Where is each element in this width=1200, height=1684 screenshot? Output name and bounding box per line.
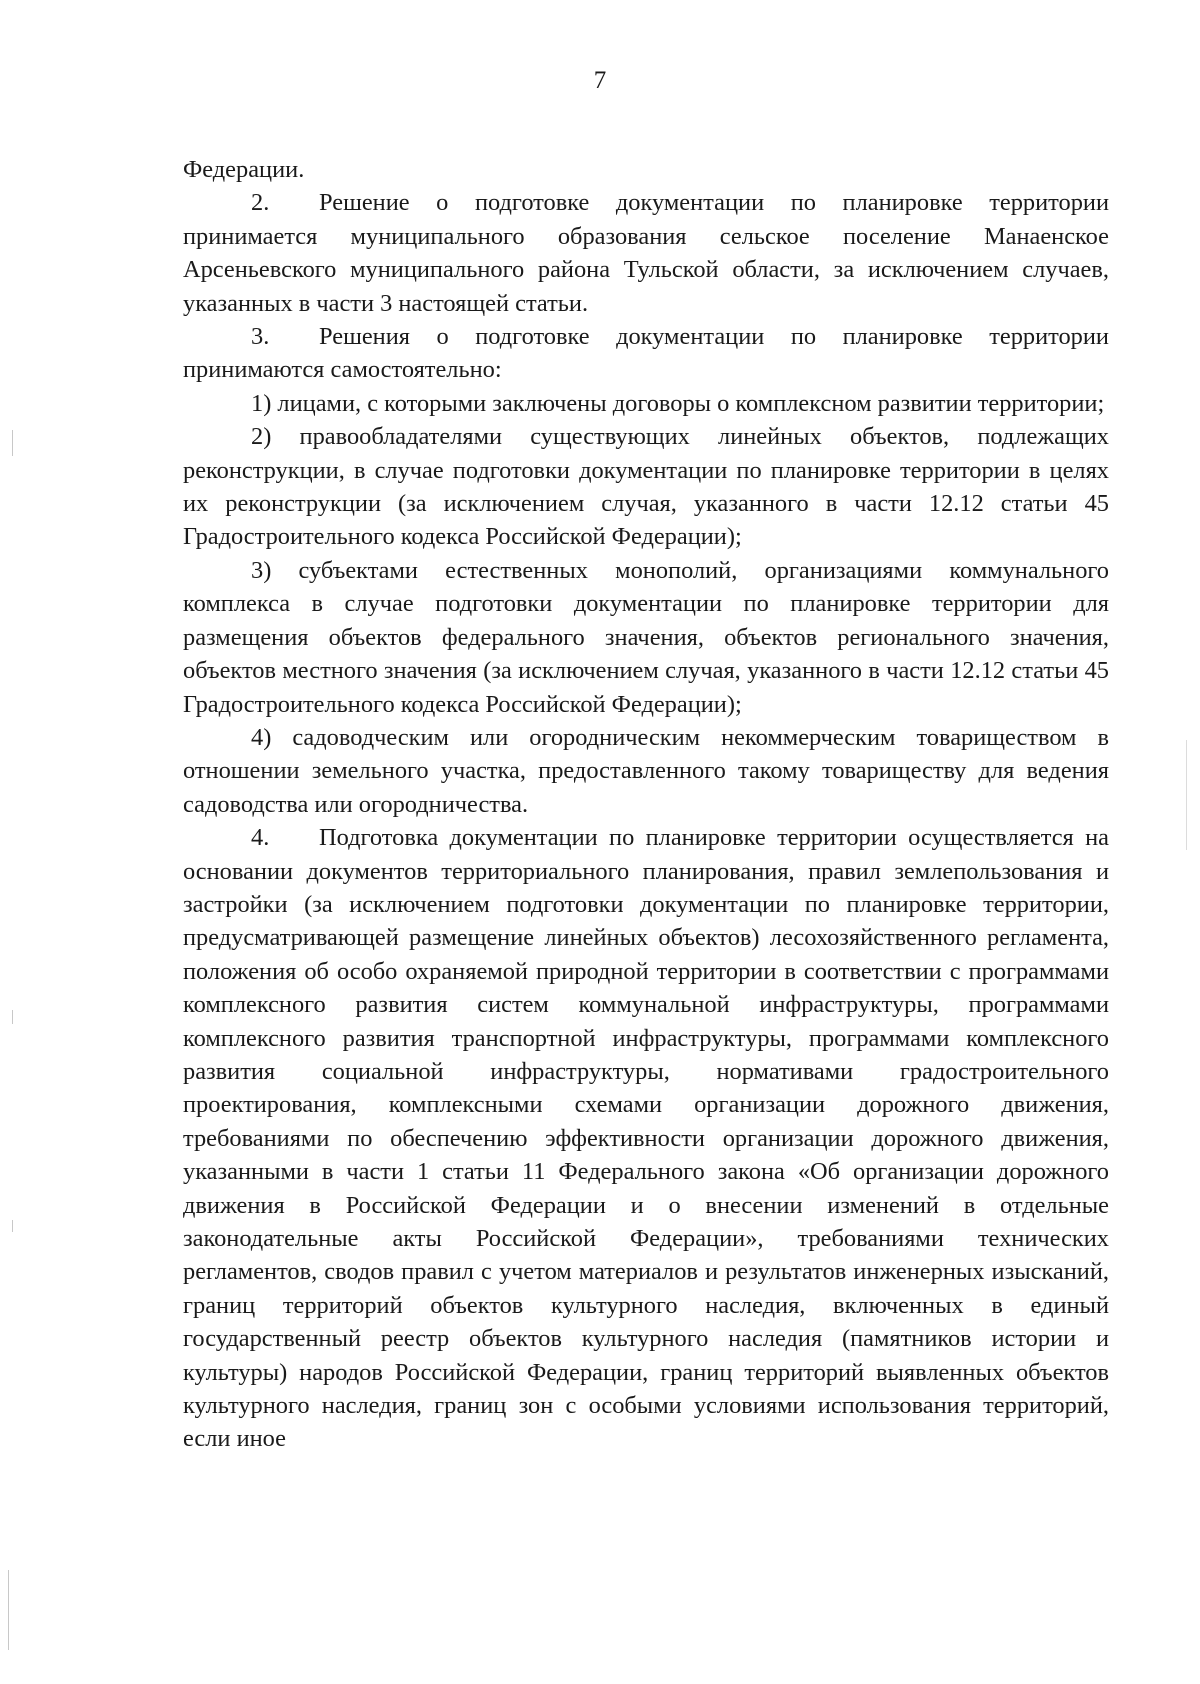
document-body [183, 153, 1109, 1456]
subitem-2 [183, 420, 1109, 554]
scan-margin-mark [1186, 740, 1187, 850]
paragraph-text: 2) правообладателями существующих линейных объектов, подлежащих реконструкции, в случае подготовки документации по планировке территории в целях их реконструкции (за исключением случая, указанного в части 12.12 статьи 45 Градостроительного кодекса Российской Федерации); [183, 423, 1109, 551]
paragraph-text: 4) садоводческим или огородническим некоммерческим товариществом в отношении земельного участка, предоставленного такому товариществу для ведения садоводства или огородничества. [183, 723, 1109, 818]
subitem-1 [183, 387, 1109, 420]
scan-margin-mark [12, 1220, 13, 1232]
scan-margin-mark [12, 430, 13, 456]
paragraph-number: 4. [251, 824, 270, 852]
paragraph-text: Решение о подготовке документации по планировке территории принимается муниципального образования сельское поселение Манаенское Арсеньевского муниципального района Тульской области, за исключением случаев, указанных в части 3 настоящей статьи. [183, 189, 1109, 317]
paragraph-item-2 [183, 186, 1109, 320]
paragraph-number: 2. [251, 189, 270, 217]
subitem-4 [183, 721, 1109, 821]
paragraph-text: 1) лицами, с которыми заключены договоры о комплексном развитии территории; [251, 389, 1105, 417]
paragraph-item-3 [183, 320, 1109, 387]
subitem-3 [183, 554, 1109, 721]
paragraph-text: Подготовка документации по планировке территории осуществляется на основании документов территориального планирования, правил землепользования и застройки (за исключением подготовки документации по планировке территории, предусматривающей размещение линейных объектов) лесохозяйственного регламента, положения об особо охраняемой природной территории в соответствии с программами комплексного развития систем коммунальной инфраструктуры, программами комплексного развития транспортной инфраструктуры, программами комплексного развития социальной инфраструктуры, нормативами градостроительного проектирования, комплексными схемами организации дорожного движения, требованиями по обеспечению эффективности организации дорожного движения, указанными в части 1 статьи 11 Федерального закона «Об организации дорожного движения в Российской Федерации и о внесении изменений в отдельные законодательные акты Российской Федерации», требованиями технических регламентов, сводов правил с учетом материалов и результатов инженерных изысканий, границ территорий объектов культурного наследия, включенных в единый государственный реестр объектов культурного наследия (памятников истории и культуры) народов Российской Федерации, границ территорий выявленных объектов культурного наследия, границ зон с особыми условиями использования территорий, если иное [183, 824, 1109, 1453]
page-number: 7 [593, 67, 607, 94]
paragraph-text: 3) субъектами естественных монополий, организациями коммунального комплекса в случае подготовки документации по планировке территории для размещения объектов федерального значения, объектов регионального значения, объектов местного значения (за исключением случая, указанного в части 12.12 статьи 45 Градостроительного кодекса Российской Федерации); [183, 556, 1109, 718]
paragraph-item-4 [183, 821, 1109, 1456]
paragraph-number: 3. [251, 323, 270, 351]
scan-margin-mark [12, 1010, 13, 1024]
paragraph-text: Решения о подготовке документации по планировке территории принимаются самостоятельно: [183, 323, 1109, 384]
paragraph-continuation [183, 153, 1109, 186]
scan-margin-mark [8, 1570, 9, 1650]
paragraph-text: Федерации. [183, 156, 305, 183]
